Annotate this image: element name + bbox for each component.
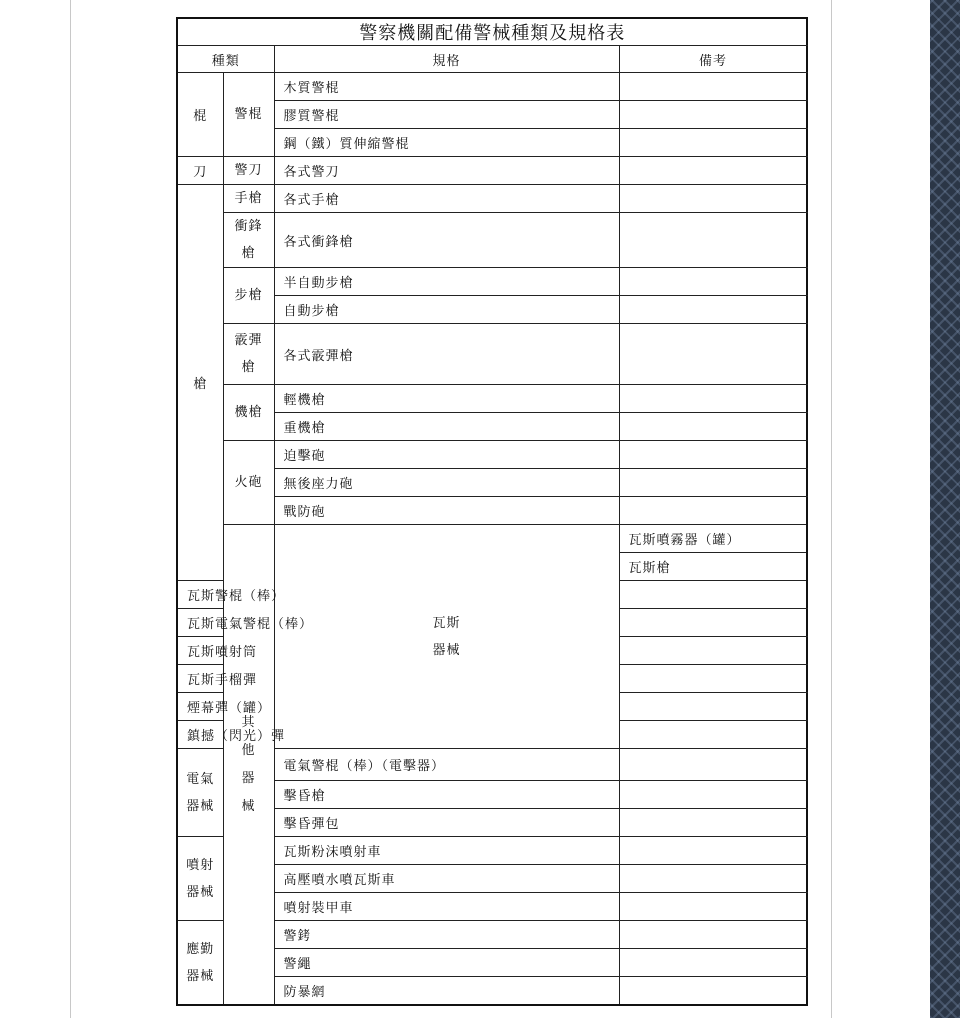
spec-cell: 戰防砲	[274, 497, 619, 525]
header-remarks: 備考	[619, 46, 807, 73]
category-other-char: 器	[241, 770, 256, 786]
subcategory-gas	[274, 525, 619, 749]
remarks-cell	[619, 385, 807, 413]
header-category: 種類	[177, 46, 274, 73]
subcategory-duty-line2: 器械	[186, 968, 215, 984]
spec-cell: 迫擊砲	[274, 441, 619, 469]
header-spec: 規格	[274, 46, 619, 73]
spec-cell: 瓦斯手榴彈	[177, 665, 223, 693]
remarks-cell	[619, 413, 807, 441]
spec-cell: 瓦斯噴射筒	[177, 637, 223, 665]
table-row	[177, 73, 807, 101]
remarks-cell	[619, 157, 807, 185]
table-row	[177, 525, 807, 553]
spec-cell: 木質警棍	[274, 73, 619, 101]
subcategory-electric-line1: 電氣	[186, 771, 215, 787]
category-other-char: 械	[241, 798, 256, 814]
spec-cell: 電氣警棍（棒）（電擊器）	[274, 749, 619, 781]
table-row	[177, 441, 807, 469]
spec-cell: 半自動步槍	[274, 268, 619, 296]
remarks-cell	[619, 921, 807, 949]
remarks-cell	[619, 721, 807, 749]
spec-cell: 瓦斯噴霧器（罐）	[619, 525, 807, 553]
table-title: 警察機關配備警械種類及規格表	[177, 18, 807, 46]
table-row	[177, 185, 807, 213]
spec-cell: 噴射裝甲車	[274, 893, 619, 921]
remarks-cell	[619, 324, 807, 385]
remarks-cell	[619, 185, 807, 213]
category-other-char: 他	[241, 742, 256, 758]
remarks-cell	[619, 749, 807, 781]
remarks-cell	[619, 637, 807, 665]
spec-cell: 自動步槍	[274, 296, 619, 324]
subcategory-artillery: 火砲	[223, 441, 274, 525]
remarks-cell	[619, 469, 807, 497]
subcategory-spray-line2: 器械	[186, 884, 215, 900]
spec-cell: 各式手槍	[274, 185, 619, 213]
spec-cell: 警繩	[274, 949, 619, 977]
remarks-cell	[619, 949, 807, 977]
spec-cell: 煙幕彈（罐）	[177, 693, 223, 721]
table-row	[177, 157, 807, 185]
spec-cell: 擊昏槍	[274, 781, 619, 809]
spec-cell: 各式霰彈槍	[274, 324, 619, 385]
subcategory-spray	[177, 837, 223, 921]
spec-cell: 各式衝鋒槍	[274, 213, 619, 268]
subcategory-electric-line2: 器械	[186, 798, 215, 814]
spec-cell: 瓦斯槍	[619, 553, 807, 581]
remarks-cell	[619, 781, 807, 809]
remarks-cell	[619, 73, 807, 101]
spec-cell: 膠質警棍	[274, 101, 619, 129]
subcategory-smg-line2: 槍	[241, 246, 256, 261]
remarks-cell	[619, 268, 807, 296]
spec-cell: 瓦斯粉沫噴射車	[274, 837, 619, 865]
spec-cell: 鋼（鐵）質伸縮警棍	[274, 129, 619, 157]
remarks-cell	[619, 665, 807, 693]
subcategory-rifle: 步槍	[223, 268, 274, 324]
subcategory-duty	[177, 921, 223, 1006]
subcategory-duty-line1: 應勤	[186, 941, 215, 957]
remarks-cell	[619, 129, 807, 157]
subcategory-baton: 警棍	[223, 73, 274, 157]
subcategory-shotgun-line2: 槍	[241, 360, 256, 375]
spec-cell: 高壓噴水噴瓦斯車	[274, 865, 619, 893]
subcategory-shotgun-line1: 霰彈	[234, 333, 263, 348]
remarks-cell	[619, 101, 807, 129]
subcategory-gas-line2: 器械	[432, 642, 461, 658]
subcategory-gas-line1: 瓦斯	[432, 615, 461, 631]
remarks-cell	[619, 296, 807, 324]
subcategory-pistol: 手槍	[223, 185, 274, 213]
subcategory-electric	[177, 749, 223, 837]
spec-cell: 重機槍	[274, 413, 619, 441]
category-baton: 棍	[177, 73, 223, 157]
equipment-spec-table	[176, 17, 808, 1006]
spec-cell: 各式警刀	[274, 157, 619, 185]
table-row	[177, 324, 807, 385]
spec-cell: 輕機槍	[274, 385, 619, 413]
category-sword: 刀	[177, 157, 223, 185]
spec-cell: 瓦斯電氣警棍（棒）	[177, 609, 223, 637]
subcategory-smg	[223, 213, 274, 268]
subcategory-sword: 警刀	[223, 157, 274, 185]
remarks-cell	[619, 497, 807, 525]
category-other-char: 其	[241, 714, 256, 730]
remarks-cell	[619, 693, 807, 721]
subcategory-shotgun	[223, 324, 274, 385]
spec-cell: 鎮撼（閃光）彈	[177, 721, 223, 749]
remarks-cell	[619, 213, 807, 268]
table-row	[177, 385, 807, 413]
spec-cell: 瓦斯警棍（棒）	[177, 581, 223, 609]
table-row	[177, 268, 807, 296]
subcategory-smg-line1: 衝鋒	[234, 219, 263, 234]
remarks-cell	[619, 609, 807, 637]
category-gun: 槍	[177, 185, 223, 581]
spec-cell: 防暴網	[274, 977, 619, 1006]
subcategory-spray-line1: 噴射	[186, 857, 215, 873]
remarks-cell	[619, 893, 807, 921]
remarks-cell	[619, 977, 807, 1006]
table-row	[177, 213, 807, 268]
subcategory-mg: 機槍	[223, 385, 274, 441]
remarks-cell	[619, 581, 807, 609]
remarks-cell	[619, 441, 807, 469]
remarks-cell	[619, 865, 807, 893]
background-pattern	[930, 0, 960, 1018]
remarks-cell	[619, 837, 807, 865]
spec-cell: 無後座力砲	[274, 469, 619, 497]
spec-cell: 警銬	[274, 921, 619, 949]
remarks-cell	[619, 809, 807, 837]
spec-cell: 擊昏彈包	[274, 809, 619, 837]
